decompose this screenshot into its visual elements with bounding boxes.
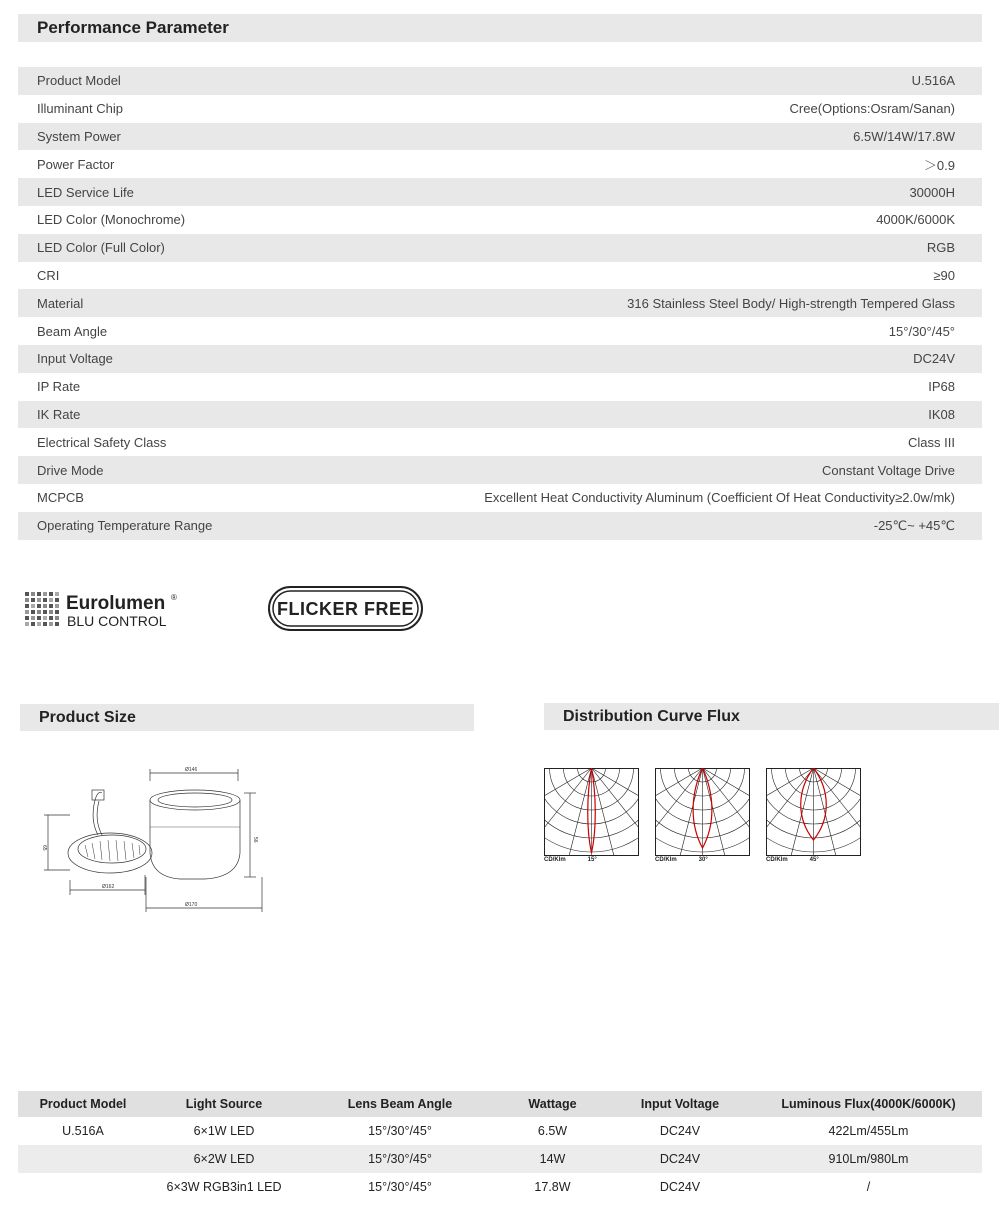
param-value: 6.5W/14W/17.8W: [853, 128, 955, 144]
spec-cell: DC24V: [659, 1124, 701, 1138]
param-value: -25℃~ +45℃: [873, 517, 955, 533]
product-dimension-drawing: [40, 765, 270, 915]
polar-unit-label: CD/Klm: [766, 857, 788, 863]
param-value: ≥90: [933, 267, 955, 283]
param-label: CRI: [37, 267, 60, 283]
spec-cell: /: [866, 1180, 871, 1194]
param-value: DC24V: [913, 351, 955, 367]
polar-chart-15: [544, 768, 639, 866]
param-label: Product Model: [37, 73, 121, 89]
spec-header: Product Model: [18, 1091, 148, 1117]
param-label: Beam Angle: [37, 323, 108, 339]
param-label: Operating Temperature Range: [37, 518, 213, 534]
param-row: [18, 95, 982, 123]
eurolumen-logo: [25, 590, 185, 630]
table-row: [18, 1145, 982, 1173]
spec-cell: 910Lm/980Lm: [755, 1145, 982, 1173]
polar-angle-label: 15°: [587, 857, 597, 863]
brand-name: Eurolumen: [66, 593, 166, 614]
dim-top-diameter: Ø146: [185, 767, 198, 773]
polar-labels-45: [766, 857, 819, 863]
polar-unit-label: CD/Klm: [655, 857, 677, 863]
param-row: [18, 317, 982, 345]
param-value: 15°/30°/45°: [888, 323, 955, 339]
flicker-free-text: FLICKER FREE: [276, 599, 415, 619]
param-label: LED Color (Monochrome): [37, 212, 186, 228]
distribution-curve-title: Distribution Curve Flux: [544, 703, 999, 730]
table-row: [18, 1173, 982, 1201]
table-row: [18, 1117, 982, 1145]
param-label: Electrical Safety Class: [37, 434, 167, 450]
spec-cell: 15°/30°/45°: [368, 1124, 432, 1138]
param-value: Excellent Heat Conductivity Aluminum (Coefficient Of Heat Conductivity≥2.0w/mk): [484, 490, 955, 506]
param-row: [18, 150, 982, 178]
spec-header: Input Voltage: [605, 1091, 755, 1117]
spec-header: Luminous Flux(4000K/6000K): [755, 1091, 982, 1117]
spec-cell: [18, 1145, 148, 1173]
spec-cell: DC24V: [605, 1145, 755, 1173]
polar-angle-label: 45°: [809, 857, 819, 863]
param-label: Power Factor: [37, 156, 115, 172]
param-row: [18, 456, 982, 484]
param-row: [18, 67, 982, 95]
spec-cell: 17.8W: [534, 1180, 571, 1194]
grid-mark-icon: [25, 592, 59, 626]
dim-left-height: 65: [41, 845, 47, 851]
param-label: Drive Mode: [37, 462, 104, 478]
param-value: RGB: [926, 240, 955, 256]
param-label: Input Voltage: [37, 351, 113, 367]
polar-unit-label: CD/Klm: [544, 857, 566, 863]
product-spec-table: [18, 1091, 982, 1201]
param-value: Cree(Options:Osram/Sanan): [789, 101, 955, 117]
performance-parameter-title: Performance Parameter: [18, 14, 982, 42]
spec-cell: 6×3W RGB3in1 LED: [166, 1180, 282, 1194]
spec-cell: 14W: [500, 1145, 605, 1173]
param-value: ＞0.9: [923, 157, 955, 173]
param-value: IP68: [928, 379, 955, 395]
param-row: [18, 262, 982, 290]
spec-cell: 15°/30°/45°: [300, 1145, 500, 1173]
param-row: [18, 123, 982, 151]
param-label: LED Color (Full Color): [37, 240, 165, 256]
spec-header: Lens Beam Angle: [300, 1091, 500, 1117]
param-value: 4000K/6000K: [876, 212, 955, 228]
param-label: IP Rate: [37, 379, 81, 395]
polar-labels-15: [544, 857, 597, 863]
param-row: [18, 206, 982, 234]
param-row: [18, 401, 982, 429]
spec-header: Wattage: [500, 1091, 605, 1117]
brand-subtitle: BLU CONTROL: [67, 613, 167, 629]
param-row: [18, 484, 982, 512]
spec-cell: 6×1W LED: [193, 1124, 255, 1138]
param-row: [18, 234, 982, 262]
param-row: [18, 373, 982, 401]
param-value: IK08: [928, 406, 955, 422]
dim-mid-diameter: Ø162: [102, 884, 115, 890]
param-label: IK Rate: [37, 406, 81, 422]
param-row: [18, 428, 982, 456]
param-row: [18, 512, 982, 540]
flicker-free-badge: [268, 586, 423, 631]
polar-angle-label: 30°: [698, 857, 708, 863]
spec-cell: 15°/30°/45°: [368, 1180, 432, 1194]
param-value: U.516A: [911, 73, 955, 89]
dim-right-height: 56: [252, 837, 258, 843]
spec-cell: DC24V: [659, 1180, 701, 1194]
param-value: Constant Voltage Drive: [822, 462, 955, 478]
spec-cell: 6.5W: [537, 1124, 568, 1138]
polar-chart-45: [766, 768, 861, 866]
param-value: 30000H: [909, 184, 955, 200]
param-label: LED Service Life: [37, 184, 134, 200]
param-row: [18, 178, 982, 206]
brand-registered-mark: ®: [171, 593, 177, 602]
spec-header: Light Source: [148, 1091, 300, 1117]
param-row: [18, 345, 982, 373]
param-value: 316 Stainless Steel Body/ High-strength Tempered Glass: [627, 295, 955, 311]
spec-cell: 6×2W LED: [148, 1145, 300, 1173]
product-size-title: Product Size: [20, 704, 474, 731]
spec-cell: U.516A: [62, 1124, 104, 1138]
dim-bottom-diameter: Ø170: [185, 902, 198, 908]
spec-cell: 422Lm/455Lm: [828, 1124, 909, 1138]
performance-parameter-table: [18, 67, 982, 540]
spec-table-header-row: [18, 1091, 982, 1117]
param-value: Class III: [908, 434, 955, 450]
param-label: System Power: [37, 128, 121, 144]
param-label: Material: [37, 295, 84, 311]
polar-chart-30: [655, 768, 750, 866]
spec-cell: [18, 1173, 148, 1201]
param-label: Illuminant Chip: [37, 101, 123, 117]
param-label: MCPCB: [37, 490, 84, 506]
polar-labels-30: [655, 857, 708, 863]
param-row: [18, 289, 982, 317]
